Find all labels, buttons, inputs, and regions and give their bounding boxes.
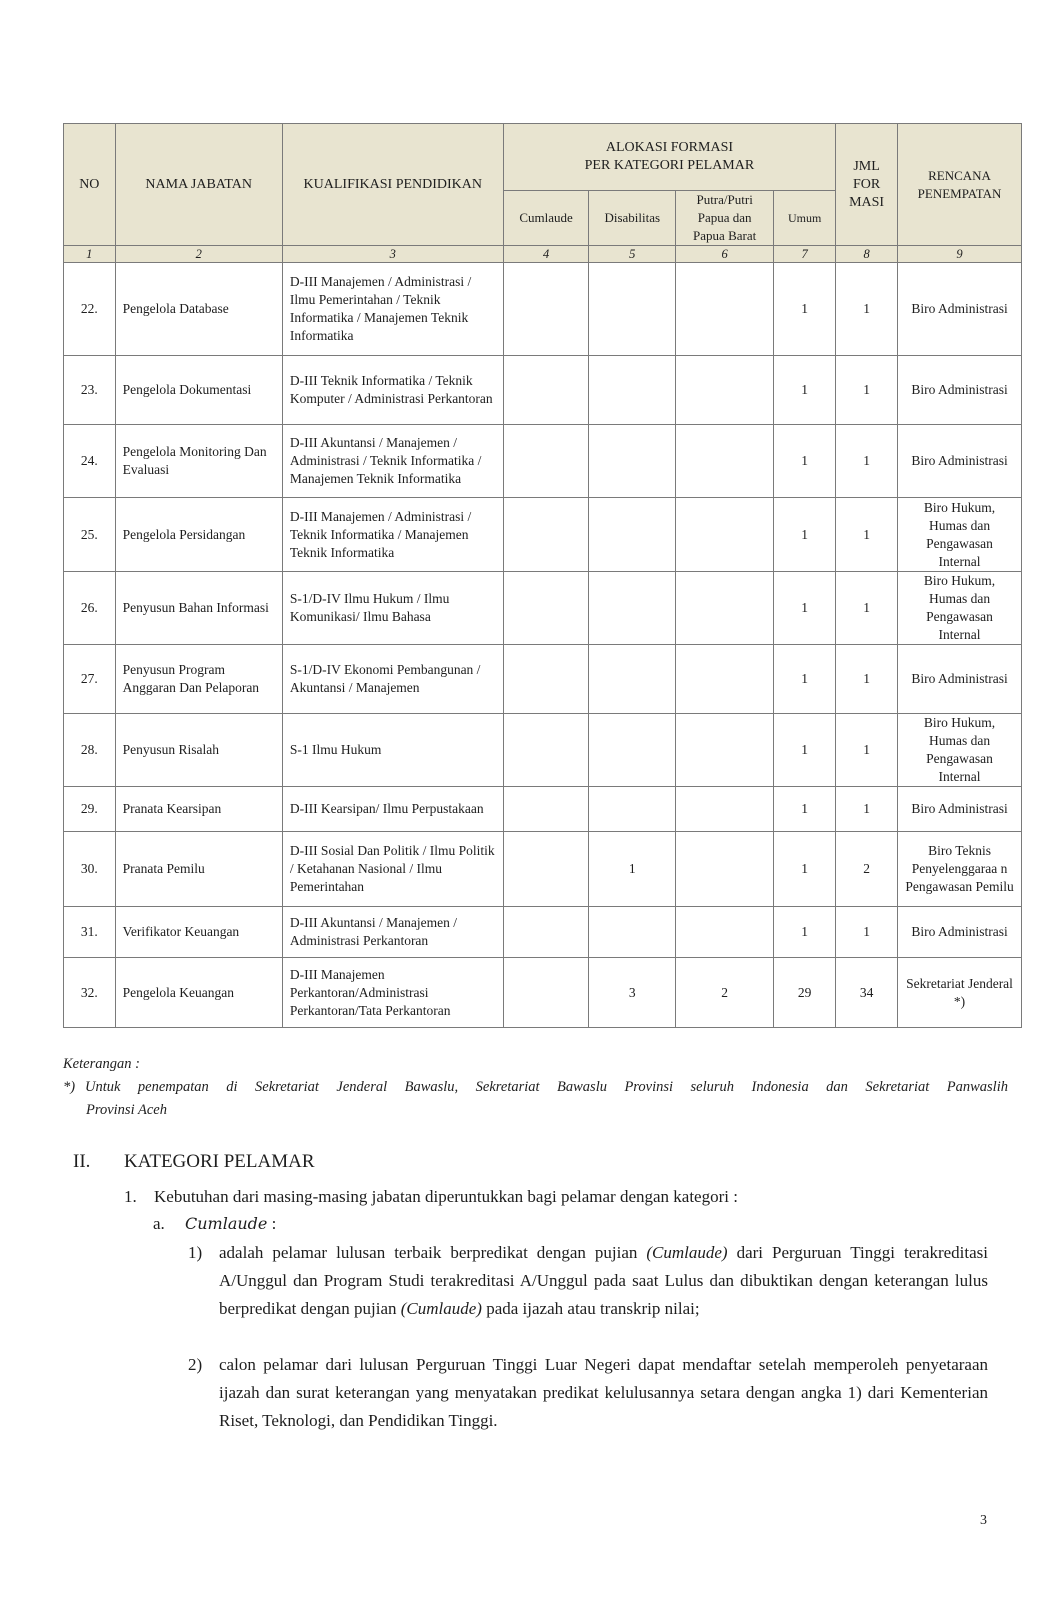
subsection-a-colon: : [271, 1214, 277, 1233]
cell-nama-jabatan: Pranata Kearsipan [115, 787, 282, 832]
cell-jml: 1 [836, 787, 898, 832]
cell-jml: 1 [836, 263, 898, 356]
cell-disabilitas [589, 498, 676, 572]
colnum-6: 6 [676, 246, 774, 263]
cell-nama-jabatan: Pengelola Keuangan [115, 958, 282, 1028]
cell-umum: 1 [774, 787, 836, 832]
cell-no: 29. [64, 787, 116, 832]
cell-penempatan: Biro Hukum, Humas dan Pengawasan Internal [898, 572, 1022, 645]
cell-no: 32. [64, 958, 116, 1028]
table-row [64, 907, 1022, 958]
cell-no: 28. [64, 714, 116, 787]
cell-nama-jabatan: Pengelola Database [115, 263, 282, 356]
cell-no: 24. [64, 425, 116, 498]
cell-no: 27. [64, 645, 116, 714]
cell-papua [676, 356, 774, 425]
cell-cumlaude [503, 787, 589, 832]
cell-papua [676, 714, 774, 787]
cell-jml: 1 [836, 498, 898, 572]
cell-cumlaude [503, 356, 589, 425]
cell-kualifikasi: S-1/D-IV Ekonomi Pembangunan / Akuntansi / Manajemen [282, 645, 503, 714]
cell-papua [676, 498, 774, 572]
subsection-a [153, 1212, 276, 1236]
cell-penempatan: Biro Administrasi [898, 907, 1022, 958]
notes-line1 [63, 1076, 1008, 1098]
list-item [188, 1351, 988, 1435]
cell-jml: 2 [836, 832, 898, 907]
cell-nama-jabatan: Penyusun Risalah [115, 714, 282, 787]
cell-no: 25. [64, 498, 116, 572]
section-number: II. [73, 1151, 91, 1172]
cell-penempatan: Biro Administrasi [898, 356, 1022, 425]
cell-disabilitas [589, 425, 676, 498]
cell-papua: 2 [676, 958, 774, 1028]
table-row [64, 572, 1022, 645]
cell-cumlaude [503, 832, 589, 907]
table-row [64, 498, 1022, 572]
header-nama-jabatan: NAMA JABATAN [115, 124, 282, 246]
header-umum: Umum [774, 191, 836, 246]
table-row [64, 714, 1022, 787]
cell-kualifikasi: D-III Kearsipan/ Ilmu Perpustakaan [282, 787, 503, 832]
cell-papua [676, 787, 774, 832]
cell-papua [676, 572, 774, 645]
header-alokasi-line2: PER KATEGORI PELAMAR [584, 158, 755, 173]
page-number: 3 [980, 1513, 987, 1528]
header-kualifikasi: KUALIFIKASI PENDIDIKAN [282, 124, 503, 246]
cell-umum: 1 [774, 425, 836, 498]
header-alokasi-line1: ALOKASI FORMASI [605, 140, 734, 155]
cell-nama-jabatan: Pranata Pemilu [115, 832, 282, 907]
header-disabilitas: Disabilitas [589, 191, 676, 246]
cell-kualifikasi: D-III Manajemen / Administrasi / Teknik Informatika / Manajemen Teknik Informatika [282, 498, 503, 572]
cell-jml: 1 [836, 714, 898, 787]
table-row [64, 263, 1022, 356]
cell-cumlaude [503, 498, 589, 572]
notes-star: *) [63, 1079, 76, 1095]
cell-no: 31. [64, 907, 116, 958]
notes-line2: Provinsi Aceh [86, 1102, 167, 1118]
colnum-8: 8 [836, 246, 898, 263]
cell-disabilitas: 3 [589, 958, 676, 1028]
formation-table [63, 123, 1022, 1028]
text-segment: dari Perguruan Tinggi terakreditasi A/Unggul dan Program Studi terakreditasi A/Unggul pada saat Lulus dan dibuktikan dengan keterangan lulus berpredikat dengan pujian [219, 1243, 988, 1318]
cell-penempatan: Sekretariat Jenderal *) [898, 958, 1022, 1028]
cell-disabilitas [589, 907, 676, 958]
cell-cumlaude [503, 263, 589, 356]
cell-papua [676, 907, 774, 958]
cell-nama-jabatan: Pengelola Monitoring Dan Evaluasi [115, 425, 282, 498]
header-rencana: RENCANA PENEMPATAN [898, 124, 1022, 246]
text-segment: adalah pelamar lulusan terbaik berpredikat dengan pujian [219, 1243, 647, 1262]
list-item-text: calon pelamar dari lulusan Perguruan Tinggi Luar Negeri dapat mendaftar setelah memperoleh penyetaraan ijazah dan surat keterangan yang menyatakan predikat kelulusannya setara dengan angka 1) dari Kementerian Riset, Teknologi, dan Pendidikan Tinggi. [219, 1355, 988, 1430]
cell-penempatan: Biro Teknis Penyelenggaraa n Pengawasan Pemilu [898, 832, 1022, 907]
cell-papua [676, 263, 774, 356]
cell-umum: 1 [774, 714, 836, 787]
cell-no: 26. [64, 572, 116, 645]
cell-cumlaude [503, 425, 589, 498]
colnum-5: 5 [589, 246, 676, 263]
cell-no: 23. [64, 356, 116, 425]
header-cumlaude: Cumlaude [503, 191, 589, 246]
cell-disabilitas [589, 572, 676, 645]
cell-disabilitas: 1 [589, 832, 676, 907]
cell-umum: 1 [774, 907, 836, 958]
cell-cumlaude [503, 645, 589, 714]
emphasis-cumlaude: (Cumlaude) [646, 1243, 728, 1262]
cell-kualifikasi: D-III Teknik Informatika / Teknik Komputer / Administrasi Perkantoran [282, 356, 503, 425]
colnum-3: 3 [282, 246, 503, 263]
header-alokasi [503, 124, 835, 191]
list-item-text [219, 1239, 988, 1323]
list-item [188, 1239, 988, 1323]
paragraph-1-number: 1. [124, 1187, 137, 1206]
cell-penempatan: Biro Hukum, Humas dan Pengawasan Internal [898, 714, 1022, 787]
cell-papua [676, 832, 774, 907]
cell-umum: 1 [774, 832, 836, 907]
cell-jml: 1 [836, 356, 898, 425]
colnum-2: 2 [115, 246, 282, 263]
table-row [64, 787, 1022, 832]
column-number-row [64, 246, 1022, 263]
cell-jml: 1 [836, 425, 898, 498]
cell-nama-jabatan: Pengelola Persidangan [115, 498, 282, 572]
cell-penempatan: Biro Hukum, Humas dan Pengawasan Internal [898, 498, 1022, 572]
table-row [64, 958, 1022, 1028]
cell-disabilitas [589, 356, 676, 425]
paragraph-1-text: Kebutuhan dari masing-masing jabatan diperuntukkan bagi pelamar dengan kategori : [154, 1187, 738, 1206]
colnum-9: 9 [898, 246, 1022, 263]
cell-cumlaude [503, 958, 589, 1028]
cell-no: 22. [64, 263, 116, 356]
cell-penempatan: Biro Administrasi [898, 787, 1022, 832]
cell-kualifikasi: S-1 Ilmu Hukum [282, 714, 503, 787]
cell-cumlaude [503, 572, 589, 645]
subsection-a-title: Cumlaude [185, 1214, 268, 1233]
cell-kualifikasi: D-III Akuntansi / Manajemen / Administrasi / Teknik Informatika / Manajemen Teknik Informatika [282, 425, 503, 498]
cell-kualifikasi: S-1/D-IV Ilmu Hukum / Ilmu Komunikasi/ Ilmu Bahasa [282, 572, 503, 645]
cell-kualifikasi: D-III Sosial Dan Politik / Ilmu Politik / Ketahanan Nasional / Ilmu Pemerintahan [282, 832, 503, 907]
emphasis-cumlaude: (Cumlaude) [400, 1299, 482, 1318]
cell-penempatan: Biro Administrasi [898, 645, 1022, 714]
table-row [64, 356, 1022, 425]
colnum-7: 7 [774, 246, 836, 263]
cell-disabilitas [589, 263, 676, 356]
section-title: KATEGORI PELAMAR [124, 1151, 315, 1172]
list-item-number: 1) [188, 1243, 203, 1262]
cell-kualifikasi: D-III Akuntansi / Manajemen / Administrasi Perkantoran [282, 907, 503, 958]
cell-jml: 1 [836, 572, 898, 645]
cell-nama-jabatan: Penyusun Bahan Informasi [115, 572, 282, 645]
cell-disabilitas [589, 714, 676, 787]
colnum-1: 1 [64, 246, 116, 263]
cell-umum: 29 [774, 958, 836, 1028]
cell-cumlaude [503, 907, 589, 958]
header-jml: JML FOR MASI [836, 124, 898, 246]
list-item-number: 2) [188, 1355, 203, 1374]
cell-umum: 1 [774, 263, 836, 356]
table-row [64, 645, 1022, 714]
cell-jml: 1 [836, 645, 898, 714]
table-row [64, 832, 1022, 907]
cell-umum: 1 [774, 645, 836, 714]
cell-jml: 34 [836, 958, 898, 1028]
cell-kualifikasi: D-III Manajemen Perkantoran/Administrasi Perkantoran/Tata Perkantoran [282, 958, 503, 1028]
header-papua: Putra/Putri Papua dan Papua Barat [676, 191, 774, 246]
colnum-4: 4 [503, 246, 589, 263]
cell-kualifikasi: D-III Manajemen / Administrasi / Ilmu Pemerintahan / Teknik Informatika / Manajemen Teknik Informatika [282, 263, 503, 356]
cell-papua [676, 425, 774, 498]
cell-penempatan: Biro Administrasi [898, 263, 1022, 356]
cell-disabilitas [589, 645, 676, 714]
cell-no: 30. [64, 832, 116, 907]
cell-umum: 1 [774, 498, 836, 572]
cell-disabilitas [589, 787, 676, 832]
text-segment: pada ijazah atau transkrip nilai; [481, 1299, 700, 1318]
cell-papua [676, 645, 774, 714]
cell-umum: 1 [774, 356, 836, 425]
cell-umum: 1 [774, 572, 836, 645]
table-row [64, 425, 1022, 498]
subsection-a-number: a. [153, 1214, 165, 1233]
notes-line1-text: Untuk penempatan di Sekretariat Jenderal Bawaslu, Sekretariat Bawaslu Provinsi seluruh Indonesia dan Sekretariat Panwaslih [85, 1079, 1008, 1095]
notes-label: Keterangan : [63, 1056, 140, 1072]
paragraph-1 [124, 1185, 738, 1209]
cell-nama-jabatan: Verifikator Keuangan [115, 907, 282, 958]
header-no: NO [64, 124, 116, 246]
cell-penempatan: Biro Administrasi [898, 425, 1022, 498]
cell-nama-jabatan: Pengelola Dokumentasi [115, 356, 282, 425]
cell-cumlaude [503, 714, 589, 787]
cell-jml: 1 [836, 907, 898, 958]
cell-nama-jabatan: Penyusun Program Anggaran Dan Pelaporan [115, 645, 282, 714]
section-heading [73, 1150, 315, 1174]
